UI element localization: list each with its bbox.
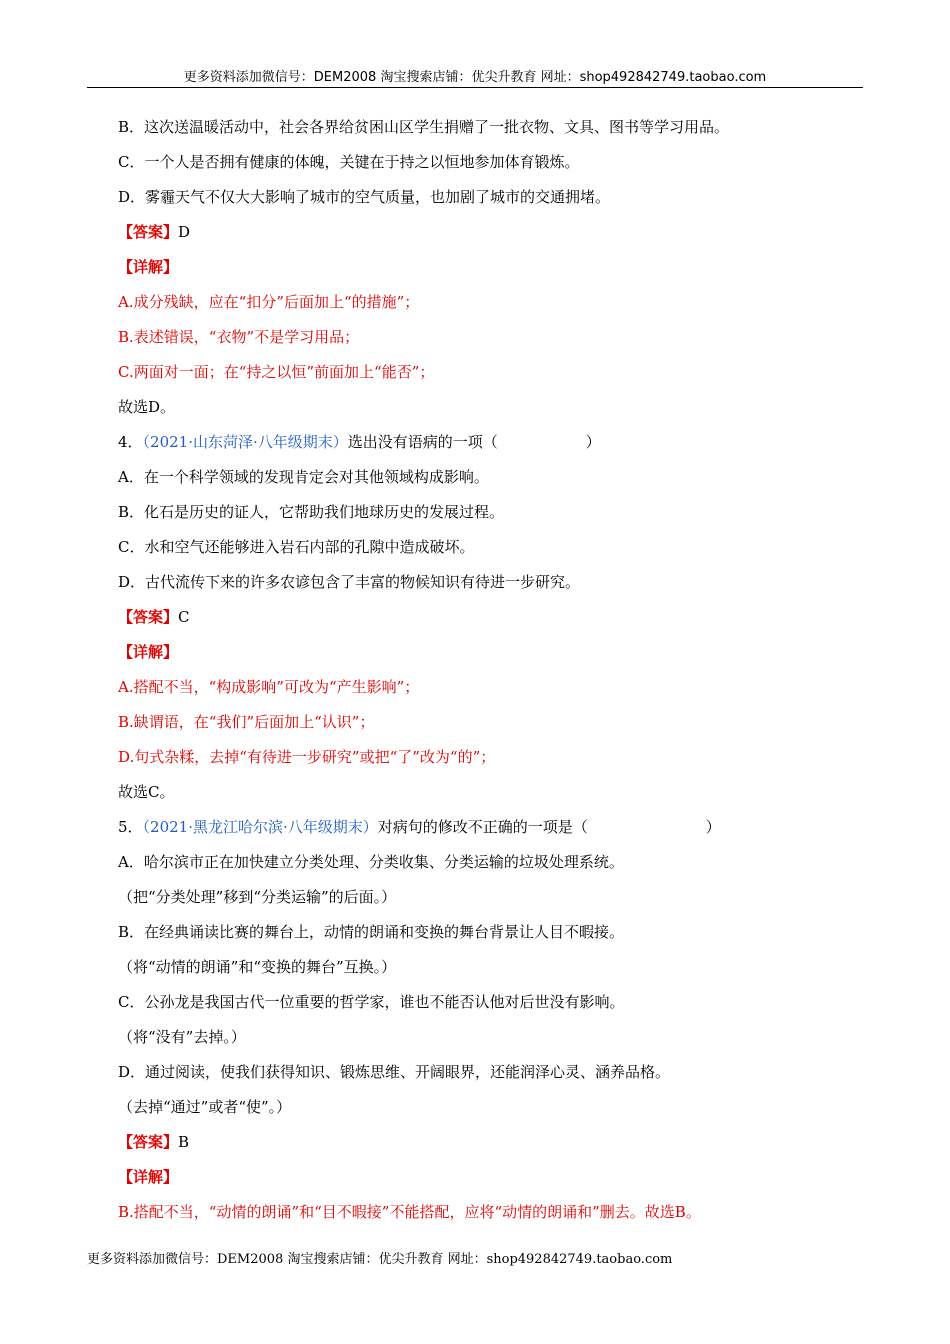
q5-stem-text: 对病句的修改不正确的一项是（ [377, 818, 588, 836]
q4-answer-label: 【答案】 [118, 608, 179, 626]
q5-option-b-fix: （将“动情的朗诵”和“变换的舞台”互换。） [118, 958, 397, 976]
q4-conclusion: 故选C。 [118, 783, 175, 801]
q4-option-b: B．化石是历史的证人，它帮助我们地球历史的发展过程。 [118, 503, 505, 521]
q5-answer [118, 1132, 189, 1152]
q3-explain-b: B.表述错误，“衣物”不是学习用品； [118, 328, 360, 346]
q5-option-a-fix: （把“分类处理”移到“分类运输”的后面。） [118, 888, 397, 906]
q5-number: 5． [118, 818, 143, 836]
q3-conclusion: 故选D。 [118, 398, 176, 416]
q5-stem-end: ） [705, 818, 721, 836]
q5-option-a: A．哈尔滨市正在加快建立分类处理、分类收集、分类运输的垃圾处理系统。 [118, 853, 624, 871]
q3-option-d: D．雾霾天气不仅大大影响了城市的空气质量，也加剧了城市的交通拥堵。 [118, 188, 611, 206]
q3-answer [118, 222, 190, 242]
q3-answer-label: 【答案】 [118, 223, 179, 241]
q4-explain-a: A.搭配不当，“构成影响”可改为“产生影响”； [118, 678, 420, 696]
q3-explain-c: C.两面对一面；在“持之以恒”前面加上“能否”； [118, 363, 435, 381]
q4-stem-text: 选出没有语病的一项（ [347, 433, 498, 451]
q5-detail-label: 【详解】 [118, 1168, 179, 1186]
q3-option-b: B．这次送温暖活动中，社会各界给贫困山区学生捐赠了一批衣物、文具、图书等学习用品。 [118, 118, 730, 136]
q4-option-a: A．在一个科学领域的发现肯定会对其他领域构成影响。 [118, 468, 489, 486]
q4-detail-label: 【详解】 [118, 643, 179, 661]
q4-answer [118, 607, 190, 627]
q4-stem [118, 432, 601, 452]
q4-stem-end: ） [585, 433, 601, 451]
q5-option-d-fix: （去掉“通过”或者“使”。） [118, 1098, 292, 1116]
q5-option-c-fix: （将“没有”去掉。） [118, 1028, 246, 1046]
q5-option-b: B．在经典诵读比赛的舞台上，动情的朗诵和变换的舞台背景让人目不暇接。 [118, 923, 625, 941]
q4-number: 4． [118, 433, 143, 451]
page-header: 更多资料添加微信号：DEM2008 淘宝搜索店铺：优尖升教育 网址：shop492842749.taobao.com [183, 70, 767, 85]
q3-explain-a: A.成分残缺，应在“扣分”后面加上“的措施”； [118, 293, 420, 311]
page-footer: 更多资料添加微信号：DEM2008 淘宝搜索店铺：优尖升教育 网址：shop492842749.taobao.com [87, 1252, 673, 1267]
q4-option-d: D．古代流传下来的许多农谚包含了丰富的物候知识有待进一步研究。 [118, 573, 581, 591]
q4-answer-value: C [178, 608, 190, 626]
q5-explain: B.搭配不当，“动情的朗诵”和“目不暇接”不能搭配，应将“动情的朗诵和”删去。故选B。 [118, 1203, 701, 1221]
q3-option-c: C．一个人是否拥有健康的体魄，关键在于持之以恒地参加体育锻炼。 [118, 153, 580, 171]
header-divider [87, 87, 863, 88]
q5-option-d: D．通过阅读，使我们获得知识、锻炼思维、开阔眼界，还能润泽心灵、涵养品格。 [118, 1063, 671, 1081]
q5-answer-label: 【答案】 [118, 1133, 179, 1151]
q3-detail-label: 【详解】 [118, 258, 179, 276]
q4-option-c: C．水和空气还能够进入岩石内部的孔隙中造成破坏。 [118, 538, 475, 556]
q5-stem [118, 817, 721, 837]
q5-option-c: C．公孙龙是我国古代一位重要的哲学家，谁也不能否认他对后世没有影响。 [118, 993, 625, 1011]
q4-source: （2021·山东菏泽·八年级期末） [142, 433, 348, 451]
q5-answer-value: B [178, 1133, 190, 1151]
q4-explain-b: B.缺谓语，在“我们”后面加上“认识”； [118, 713, 375, 731]
q4-explain-d: D.句式杂糅，去掉“有待进一步研究”或把“了”改为“的”； [118, 748, 496, 766]
q5-source: （2021·黑龙江哈尔滨·八年级期末） [142, 818, 378, 836]
q3-answer-value: D [178, 223, 191, 241]
